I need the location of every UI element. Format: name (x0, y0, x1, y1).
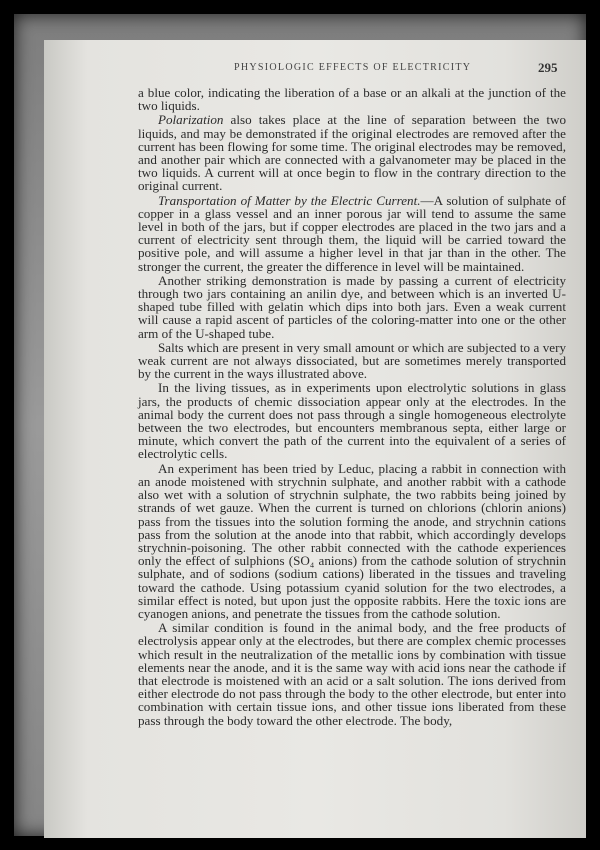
paragraph (138, 341, 566, 381)
page-number: 295 (538, 60, 558, 75)
paragraph-text: A similar condition is found in the animal body, and the free products of electrolysis appear only at the electrodes, but there are complex chemic processes which result in the neutralization of the metallic ions by combination with tissue elements near the anode, and it is the same way with acid ions near the cathode if that electrode is moistened with an acid or a salt solution. The ions derived from either electrode do not pass through the body to the other electrode, but enter into combination with certain tissue ions, and other tissue ions liberated from these pass through the body toward the other electrode. The body, (138, 620, 566, 728)
paragraph (138, 86, 566, 112)
paragraph-text: In the living tissues, as in experiments upon electrolytic solutions in glass jars, the products of chemic dissociation appear only at the electrodes. In the animal body the current does not pass through a single homogeneous electrolyte between the two electrodes, but encounters membranous septa, either large or minute, which convert the path of the current into the equivalent of a series of electrolytic cells. (138, 380, 566, 462)
paragraph-text: Salts which are present in very small amount or which are subjected to a very weak current are not always dissociated, but are sometimes merely transported by the current in the ways illustrated above. (138, 339, 566, 382)
paragraph-text: also takes place at the line of separation between the two liquids, and may be demonstrated if the original electrodes are removed after the current has been flowing for some time. The original electrodes may be removed, and another pair which are connected with a galvanometer may be placed in the two liquids. A current will at once begin to flow in the contrary direction to the original current. (138, 112, 566, 194)
photo-frame (14, 14, 586, 836)
paragraph (138, 621, 566, 727)
running-head (44, 62, 586, 78)
paragraph (138, 194, 566, 273)
section-heading-italic: Transportation of Matter by the Electric Current. (158, 192, 421, 208)
paragraph-text: —A solution of sulphate of copper in a glass vessel and an inner porous jar will tend to assume the same level in both of the jars, but if copper electrodes are placed in the two jars and a current of electricity sent through them, the liquid will be carried toward the positive pole, and will assume a higher level in that jar than in the other. The stronger the current, the greater the difference in level will be maintained. (138, 192, 566, 274)
paragraph (138, 113, 566, 192)
paragraph (138, 381, 566, 460)
paragraph (138, 274, 566, 340)
paragraph-text: Another striking demonstration is made by passing a current of electricity through two jars containing an anilin dye, and between which is an inverted U-shaped tube filled with gelatin which dips into both jars. Even a weak current will cause a rapid ascent of particles of the coloring-matter into one or the other arm of the U-shaped tube. (138, 272, 566, 341)
running-head-title: PHYSIOLOGIC EFFECTS OF ELECTRICITY (234, 62, 472, 73)
page-body (138, 86, 566, 727)
paragraph-lead-italic: Polarization (158, 112, 224, 128)
paragraph (138, 462, 566, 620)
paragraph-text: An experiment has been tried by Leduc, placing a rabbit in connection with an anode moistened with strychnin sulphate, and another rabbit with a cathode also wet with a solution of strychnin sulphate, the two rabbits being joined by strands of wet gauze. When the current is turned on chlorions (chlorin anions) pass from the tissues into the solution forming the anode, and strychnin cations pass from the solution at the anode into that rabbit, which accordingly develops strychnin-poisoning. The other rabbit connected with the cathode experiences only the effect of sulphions (SO₄ anions) from the cathode solution of strychnin sulphate, and of sodions (sodium cations) liberated in the tissues and traveling toward the cathode. Using potassium cyanid solution for the two electrodes, a similar effect is noted, but upon just the opposite rabbits. Here the toxic ions are cyanogen anions, and penetrate the tissues from the cathode solution. (138, 460, 566, 621)
paragraph-text: a blue color, indicating the liberation of a base or an alkali at the junction of the two liquids. (138, 85, 566, 114)
book-page (44, 40, 586, 838)
